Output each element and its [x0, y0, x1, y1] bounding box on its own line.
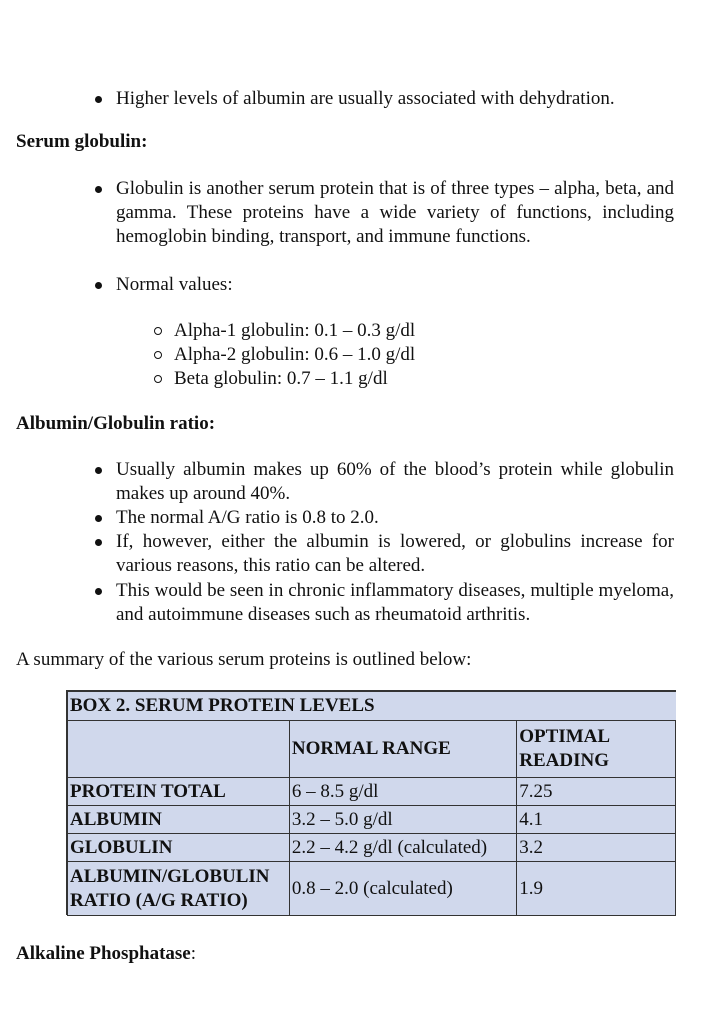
list-item	[116, 530, 674, 578]
table-cell: 6 – 8.5 g/dl	[289, 778, 516, 806]
section-heading-alkaline-phosphatase	[16, 943, 196, 965]
bullet-icon	[95, 282, 102, 289]
table-cell: ALBUMIN	[68, 806, 290, 834]
bullet-icon	[95, 539, 102, 546]
serum-protein-table	[66, 690, 676, 915]
table-row	[68, 806, 676, 834]
table-cell: PROTEIN TOTAL	[68, 778, 290, 806]
circle-bullet-icon	[154, 375, 162, 383]
table-header-blank	[68, 721, 290, 778]
table-cell: 7.25	[517, 778, 676, 806]
table-header-normal-range: NORMAL RANGE	[289, 721, 516, 778]
table-title: BOX 2. SERUM PROTEIN LEVELS	[68, 692, 676, 721]
list-item	[116, 579, 674, 627]
list-item	[116, 273, 674, 297]
bullet-icon	[95, 588, 102, 595]
sub-item-text: Alpha-2 globulin: 0.6 – 1.0 g/dl	[174, 344, 416, 365]
table-header-optimal-reading: OPTIMAL READING	[517, 721, 676, 778]
sub-list-item	[174, 319, 415, 343]
table-cell: 4.1	[517, 806, 676, 834]
bullet-icon	[95, 515, 102, 522]
table-row	[68, 862, 676, 916]
sub-list-item	[174, 367, 388, 391]
table-cell: 2.2 – 4.2 g/dl (calculated)	[289, 834, 516, 862]
table-cell: GLOBULIN	[68, 834, 290, 862]
table-cell: ALBUMIN/GLOBULIN RATIO (A/G RATIO)	[68, 862, 290, 916]
summary-paragraph: A summary of the various serum proteins is outlined below:	[16, 649, 472, 670]
bullet-icon	[95, 96, 102, 103]
table-row	[68, 834, 676, 862]
list-item	[116, 87, 674, 111]
sub-item-text: Alpha-1 globulin: 0.1 – 0.3 g/dl	[174, 320, 416, 341]
circle-bullet-icon	[154, 327, 162, 335]
bullet-text: This would be seen in chronic inflammatory diseases, multiple myeloma, and autoimmune diseases such as rheumatoid arthritis.	[116, 580, 674, 625]
table-cell: 0.8 – 2.0 (calculated)	[289, 862, 516, 916]
bullet-icon	[95, 467, 102, 474]
circle-bullet-icon	[154, 351, 162, 359]
table-cell: 3.2	[517, 834, 676, 862]
alkaline-heading-colon: :	[190, 943, 197, 964]
alkaline-heading-text: Alkaline Phosphatase	[16, 943, 191, 964]
list-item	[116, 458, 674, 506]
bullet-text: Usually albumin makes up 60% of the blood’s protein while globulin makes up around 40%.	[116, 459, 674, 504]
bullet-text: Higher levels of albumin are usually associated with dehydration.	[116, 88, 615, 109]
bullet-text: The normal A/G ratio is 0.8 to 2.0.	[116, 507, 379, 528]
list-item	[116, 506, 674, 530]
table-row	[68, 778, 676, 806]
bullet-text: Globulin is another serum protein that is of three types – alpha, beta, and gamma. These proteins have a wide variety of functions, including hemoglobin binding, transport, and immune functions.	[116, 178, 674, 247]
table-cell: 1.9	[517, 862, 676, 916]
bullet-icon	[95, 186, 102, 193]
sub-list-item	[174, 343, 415, 367]
section-heading-ag-ratio: Albumin/Globulin ratio:	[16, 413, 216, 434]
table-cell: 3.2 – 5.0 g/dl	[289, 806, 516, 834]
sub-item-text: Beta globulin: 0.7 – 1.1 g/dl	[174, 368, 388, 389]
section-heading-serum-globulin: Serum globulin:	[16, 131, 148, 152]
bullet-text: Normal values:	[116, 274, 233, 295]
list-item	[116, 177, 674, 249]
bullet-text: If, however, either the albumin is lowered, or globulins increase for various reasons, this ratio can be altered.	[116, 531, 674, 576]
